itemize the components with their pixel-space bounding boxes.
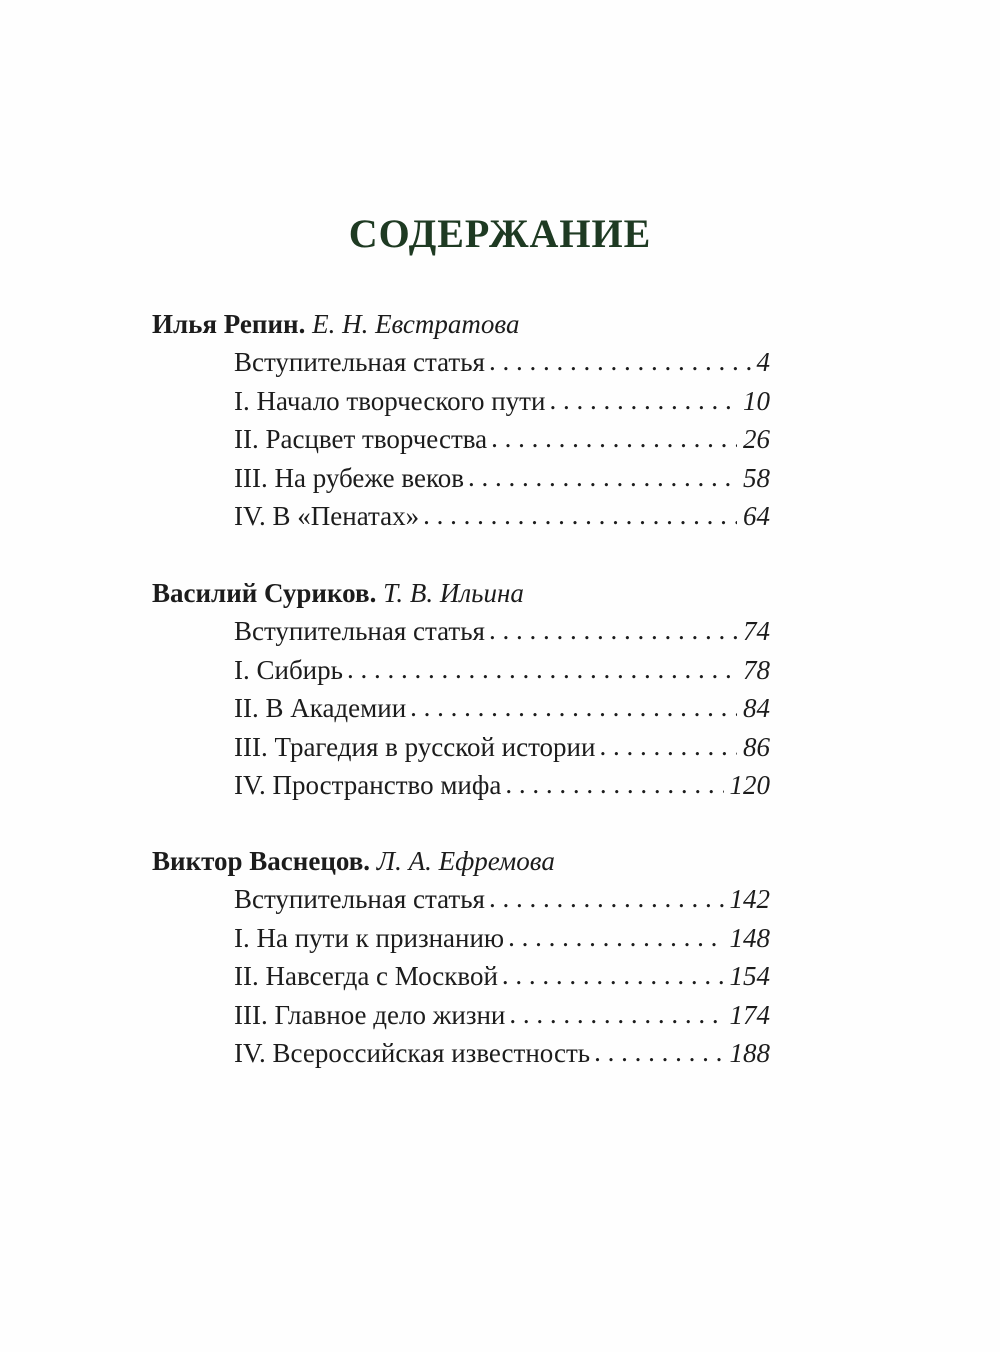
dot-leader [489, 879, 724, 918]
dot-leader [491, 419, 737, 458]
entry-page-number: 188 [729, 1038, 770, 1068]
toc-entry[interactable] [234, 728, 770, 767]
page-title: СОДЕРЖАНИЕ [348, 211, 652, 256]
entry-label: III. Главное дело жизни [234, 999, 506, 1030]
entry-page-number: 4 [756, 347, 770, 377]
dot-leader [509, 995, 723, 1034]
dot-leader [468, 458, 737, 497]
entry-label: IV. Пространство мифа [234, 770, 502, 800]
entry-page-number: 120 [729, 770, 770, 800]
entry-label: I. Начало творческого пути [234, 385, 546, 416]
toc-entry[interactable] [234, 689, 770, 728]
toc-section-repin [152, 305, 772, 536]
dot-leader [489, 611, 737, 650]
entry-label: I. Сибирь [234, 654, 343, 685]
dot-leader [347, 650, 737, 689]
toc-entries [234, 612, 770, 805]
toc-entry[interactable] [234, 766, 770, 805]
toc-entry[interactable] [234, 382, 770, 421]
toc-entry[interactable] [234, 919, 770, 958]
entry-label: Вступительная статья [234, 347, 485, 377]
dot-leader [549, 381, 737, 420]
toc-entry[interactable] [234, 343, 770, 382]
dot-leader [505, 765, 723, 804]
entry-label: I. На пути к признанию [234, 922, 505, 953]
entry-label: II. В Академии [234, 693, 407, 723]
toc-entry[interactable] [234, 612, 770, 651]
dot-leader [594, 1033, 723, 1072]
dot-leader [423, 496, 737, 535]
entry-label: IV. В «Пенатах» [234, 501, 420, 531]
section-heading [152, 574, 772, 612]
section-author: Илья Репин. [152, 309, 306, 339]
entry-label: II. Навсегда с Москвой [234, 961, 498, 991]
dot-leader [599, 727, 737, 766]
entry-label: IV. Всероссийская известность [234, 1038, 591, 1068]
entry-page-number: 26 [743, 424, 770, 454]
entry-label: III. На рубеже веков [234, 462, 464, 493]
toc-entries [234, 880, 770, 1073]
dot-leader [489, 342, 751, 381]
toc-entry[interactable] [234, 420, 770, 459]
entry-page-number: 74 [743, 616, 770, 646]
dot-leader [410, 688, 737, 727]
section-heading [152, 842, 772, 880]
section-editor: Л. А. Ефремова [376, 846, 555, 876]
entry-page-number: 154 [729, 961, 770, 991]
toc-entry[interactable] [234, 957, 770, 996]
toc-entry[interactable] [234, 497, 770, 536]
entry-page-number: 84 [743, 693, 770, 723]
toc-section-vasnetsov [152, 842, 772, 1073]
entry-page-number: 78 [743, 654, 770, 685]
section-editor: Е. Н. Евстратова [312, 309, 520, 339]
toc-entries [234, 343, 770, 536]
toc-entry[interactable] [234, 459, 770, 498]
entry-page-number: 174 [729, 999, 770, 1030]
section-author: Виктор Васнецов. [152, 846, 371, 876]
entry-label: III. Трагедия в русской истории [234, 731, 596, 762]
entry-page-number: 86 [743, 731, 770, 762]
toc-entry[interactable] [234, 880, 770, 919]
section-heading [152, 305, 772, 343]
entry-page-number: 58 [743, 462, 770, 493]
section-editor: Т. В. Ильина [383, 578, 524, 608]
entry-page-number: 142 [729, 884, 770, 914]
toc-entry[interactable] [234, 996, 770, 1035]
entry-page-number: 64 [743, 501, 770, 531]
section-author: Василий Суриков. [152, 578, 377, 608]
entry-page-number: 148 [729, 922, 770, 953]
entry-label: Вступительная статья [234, 884, 485, 914]
toc-entry[interactable] [234, 1034, 770, 1073]
entry-label: II. Расцвет творчества [234, 424, 488, 454]
dot-leader [502, 956, 724, 995]
toc-entry[interactable] [234, 651, 770, 690]
dot-leader [508, 918, 723, 957]
entry-label: Вступительная статья [234, 616, 485, 646]
toc-section-surikov [152, 574, 772, 805]
entry-page-number: 10 [743, 385, 770, 416]
